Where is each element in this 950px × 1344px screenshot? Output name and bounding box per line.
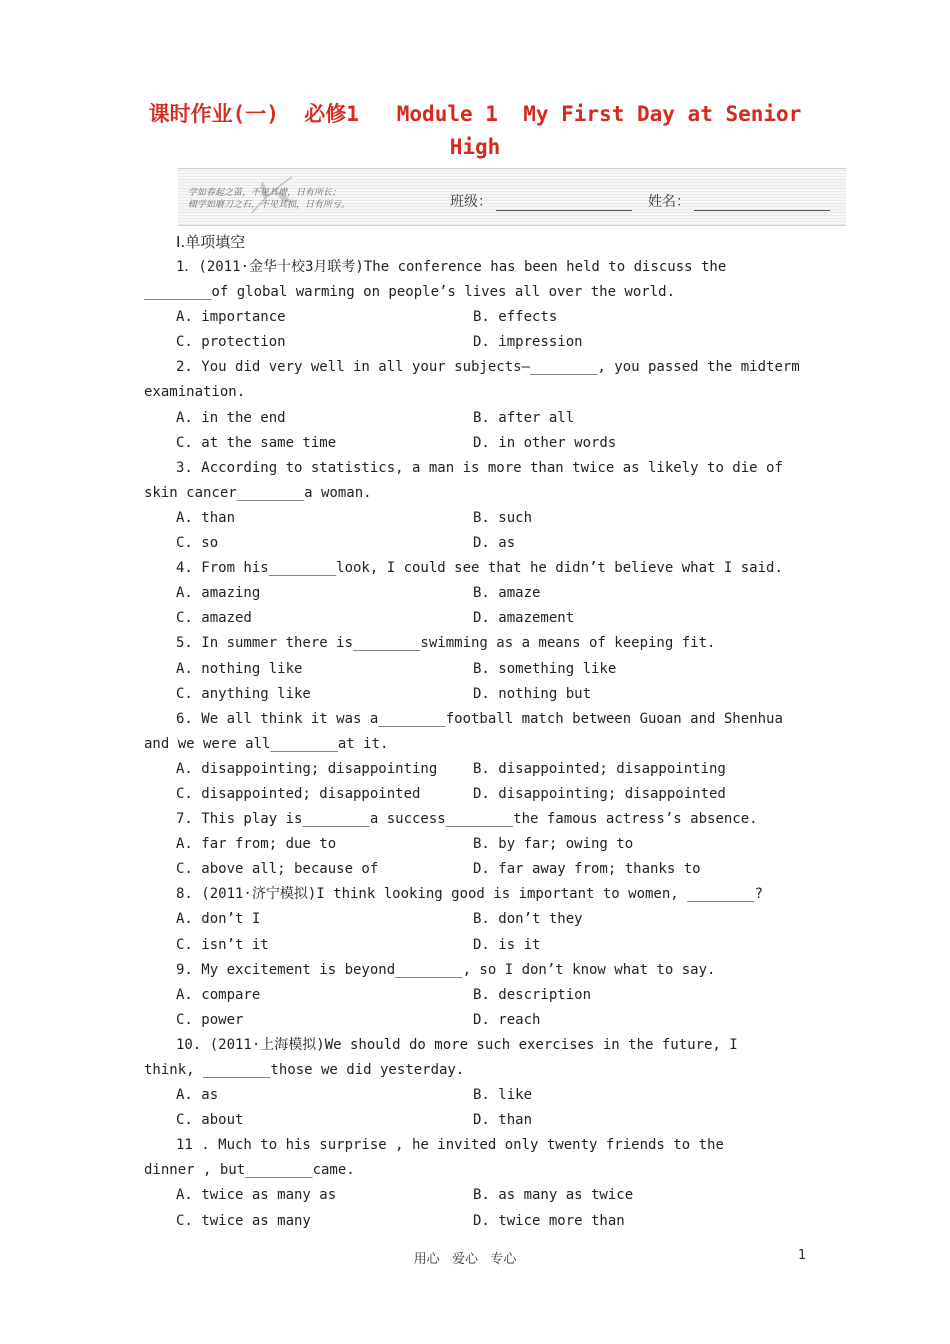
question-text-line: think, ________those we did yesterday. (144, 1062, 465, 1078)
answer-option[interactable]: D. than (473, 1112, 533, 1129)
question-item (144, 456, 806, 556)
option-row (144, 757, 806, 782)
answer-option[interactable]: C. isn’t it (176, 936, 269, 953)
question-item (144, 255, 806, 355)
name-field[interactable] (648, 191, 830, 211)
page-number: 1 (798, 1248, 807, 1263)
question-stem (144, 1133, 806, 1183)
question-text-line: 5. In summer there is________swimming as a means of keeping fit. (176, 635, 716, 652)
option-row (144, 531, 806, 556)
answer-option[interactable]: A. disappointing; disappointing (176, 760, 438, 777)
answer-option[interactable]: D. is it (473, 936, 541, 953)
answer-option[interactable]: D. reach (473, 1011, 541, 1028)
option-row (144, 1209, 806, 1234)
answer-option[interactable]: C. anything like (176, 685, 311, 702)
title-line-1: 课时作业(一) 必修1 Module 1 My First Day at Senior (148, 102, 802, 126)
question-text-line: 1．(2011·金华十校3月联考)The conference has been held to discuss the (176, 259, 727, 275)
section-title: Ⅰ.单项填空 (176, 233, 246, 251)
answer-option[interactable]: D. amazement (473, 610, 575, 627)
question-text-line: 6. We all think it was a________football match between Guoan and Shenhua (176, 710, 783, 727)
footer-motto: 用心 爱心 专心 (413, 1252, 517, 1267)
exercise-content (144, 230, 806, 1234)
question-text-line: ________of global warming on people’s lives all over the world. (144, 284, 676, 301)
answer-option[interactable]: C. above all; because of (176, 861, 379, 878)
class-input-line[interactable] (496, 196, 632, 211)
answer-option[interactable]: D. disappointing; disappointed (473, 785, 726, 802)
question-text-line: 9. My excitement is beyond________, so I don’t know what to say. (176, 961, 716, 978)
question-text-line: 8. (2011·济宁模拟)I think looking good is important to women, ________? (176, 886, 764, 903)
question-item (144, 631, 806, 706)
option-row (144, 431, 806, 456)
question-item (144, 355, 806, 455)
answer-option[interactable]: D. far away from; thanks to (473, 861, 701, 878)
answer-option[interactable]: C. power (176, 1011, 244, 1028)
answer-option[interactable]: B. something like (473, 660, 617, 677)
answer-option[interactable]: A. far from; due to (176, 836, 337, 853)
option-row (144, 1008, 806, 1033)
option-row (144, 832, 806, 857)
question-item (144, 958, 806, 1033)
answer-option[interactable]: B. description (473, 986, 592, 1003)
answer-option[interactable]: C. disappointed; disappointed (176, 785, 421, 802)
question-item (144, 1033, 806, 1133)
question-stem (144, 807, 806, 832)
question-text-line: skin cancer________a woman. (144, 484, 372, 501)
question-text-line: 11 . Much to his surprise , he invited only twenty friends to the (176, 1137, 724, 1154)
answer-option[interactable]: C. twice as many (176, 1212, 311, 1229)
option-row (144, 933, 806, 958)
answer-option[interactable]: A. importance (176, 309, 286, 326)
question-text-line: examination. (144, 384, 246, 401)
answer-option[interactable]: A. in the end (176, 409, 286, 426)
answer-option[interactable]: B. disappointed; disappointing (473, 760, 726, 777)
answer-option[interactable]: A. nothing like (176, 660, 303, 677)
answer-option[interactable]: A. compare (176, 986, 261, 1003)
answer-option[interactable]: A. as (176, 1087, 219, 1104)
option-row (144, 581, 806, 606)
option-row (144, 1108, 806, 1133)
answer-option[interactable]: B. such (473, 509, 533, 526)
question-stem (144, 882, 806, 907)
question-stem (144, 556, 806, 581)
option-row (144, 1083, 806, 1108)
page-title (140, 98, 810, 164)
answer-option[interactable]: D. in other words (473, 434, 617, 451)
answer-option[interactable]: B. as many as twice (473, 1187, 634, 1204)
answer-option[interactable]: D. impression (473, 334, 583, 351)
option-row (144, 657, 806, 682)
question-text-line: dinner , but________came. (144, 1162, 355, 1179)
question-stem (144, 456, 806, 506)
answer-option[interactable]: B. after all (473, 409, 575, 426)
title-line-2: High (449, 135, 501, 159)
question-text-line: and we were all________at it. (144, 735, 389, 752)
question-stem (144, 958, 806, 983)
question-stem (144, 1033, 806, 1083)
answer-option[interactable]: B. by far; owing to (473, 836, 634, 853)
answer-option[interactable]: C. amazed (176, 610, 252, 627)
question-item (144, 1133, 806, 1233)
question-stem (144, 355, 806, 405)
name-input-line[interactable] (694, 196, 830, 211)
option-row (144, 857, 806, 882)
motto (188, 187, 350, 211)
option-row (144, 682, 806, 707)
answer-option[interactable]: A. don’t I (176, 911, 261, 928)
answer-option[interactable]: D. twice more than (473, 1212, 625, 1229)
answer-option[interactable]: B. like (473, 1087, 533, 1104)
option-row (144, 983, 806, 1008)
answer-option[interactable]: A. than (176, 509, 236, 526)
option-row (144, 506, 806, 531)
question-text-line: 3. According to statistics, a man is more than twice as likely to die of (176, 459, 783, 476)
class-label: 班级： (450, 194, 492, 210)
option-row (144, 1183, 806, 1208)
header-banner (178, 168, 846, 226)
option-row (144, 330, 806, 355)
answer-option[interactable]: D. as (473, 535, 516, 552)
name-label: 姓名： (648, 194, 690, 210)
question-list (144, 255, 806, 1234)
motto-line-1: 学如春起之苗，不见其增，日有所长； (188, 188, 342, 198)
answer-option[interactable]: B. don’t they (473, 911, 583, 928)
option-row (144, 305, 806, 330)
question-item (144, 882, 806, 957)
option-row (144, 406, 806, 431)
answer-option[interactable]: C. about (176, 1112, 244, 1129)
question-text-line: 4. From his________look, I could see that he didn’t believe what I said. (176, 560, 783, 577)
answer-option[interactable]: C. so (176, 535, 219, 552)
answer-option[interactable]: D. nothing but (473, 685, 592, 702)
question-item (144, 556, 806, 631)
option-row (144, 907, 806, 932)
question-text-line: 7. This play is________a success________the famous actress’s absence. (176, 811, 758, 828)
answer-option[interactable]: C. at the same time (176, 434, 337, 451)
answer-option[interactable]: B. amaze (473, 585, 541, 602)
question-item (144, 707, 806, 807)
question-text-line: 10. (2011·上海模拟)We should do more such exercises in the future, I (176, 1036, 738, 1053)
question-stem (144, 255, 806, 305)
question-stem (144, 707, 806, 757)
answer-option[interactable]: B. effects (473, 309, 558, 326)
option-row (144, 606, 806, 631)
option-row (144, 782, 806, 807)
question-stem (144, 631, 806, 656)
answer-option[interactable]: C. protection (176, 334, 286, 351)
answer-option[interactable]: A. amazing (176, 585, 261, 602)
motto-line-2: 辍学如磨刀之石，不见其损，日有所亏。 (188, 200, 351, 210)
answer-option[interactable]: A. twice as many as (176, 1187, 337, 1204)
question-text-line: 2. You did very well in all your subjects—________, you passed the midterm (176, 359, 800, 376)
class-field[interactable] (450, 191, 632, 211)
question-item (144, 807, 806, 882)
